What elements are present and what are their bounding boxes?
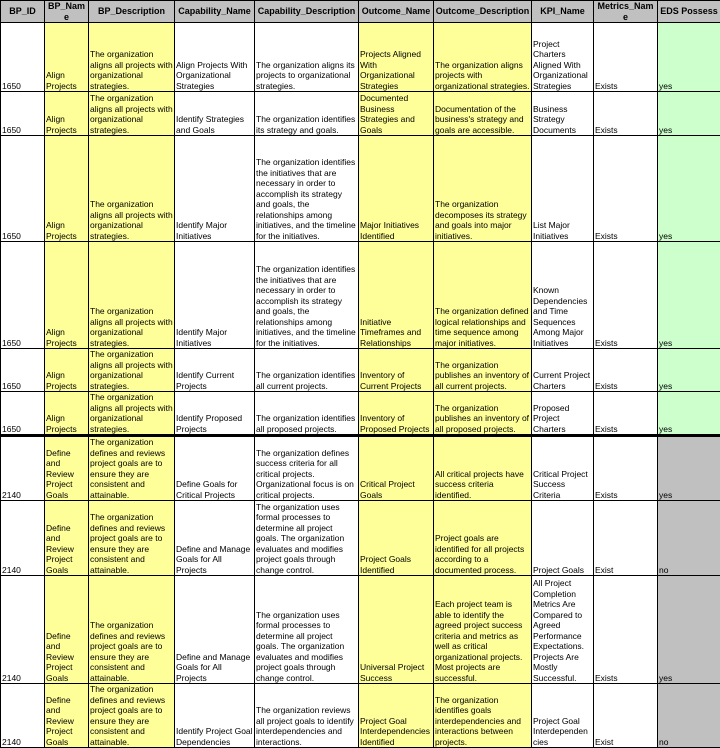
cell-kpi-name[interactable]: List Major Initiatives (532, 136, 594, 242)
cell-bp-id[interactable]: 2140 (1, 436, 45, 501)
header-kpi-name[interactable]: KPI_Name (532, 1, 594, 23)
cell-kpi-name[interactable]: Current Project Charters (532, 349, 594, 392)
cell-capability-name[interactable]: Identify Major Initiatives (175, 242, 255, 349)
table-row (1, 242, 720, 349)
table-row (1, 501, 720, 576)
cell-eds-possess[interactable]: yes (658, 242, 720, 349)
cell-eds-possess[interactable]: yes (658, 436, 720, 501)
cell-kpi-name[interactable]: Business Strategy Documents (532, 92, 594, 136)
cell-eds-possess[interactable]: yes (658, 392, 720, 436)
cell-capability-description[interactable]: The organization reviews all project goals to identify interdependencies and interactions. (255, 684, 359, 748)
table-row (1, 349, 720, 392)
cell-eds-possess[interactable]: yes (658, 136, 720, 242)
cell-bp-name[interactable]: Align Projects (45, 242, 89, 349)
header-outcome-name[interactable]: Outcome_Name (359, 1, 434, 23)
cell-capability-name[interactable]: Align Projects With Organizational Strategies (175, 23, 255, 92)
header-bp-id[interactable]: BP_ID (1, 1, 45, 23)
cell-capability-description[interactable]: The organization identifies its strategy and goals. (255, 92, 359, 136)
cell-bp-name[interactable]: Define and Review Project Goals (45, 436, 89, 501)
cell-capability-name[interactable]: Define Goals for Critical Projects (175, 436, 255, 501)
cell-bp-description[interactable]: The organization defines and reviews project goals are to ensure they are consistent and attainable. (89, 501, 175, 576)
cell-bp-id[interactable]: 1650 (1, 23, 45, 92)
cell-capability-name[interactable]: Identify Current Projects (175, 349, 255, 392)
header-row (1, 1, 720, 23)
cell-metrics-name[interactable]: Exist (594, 501, 658, 576)
cell-bp-name[interactable]: Align Projects (45, 349, 89, 392)
cell-outcome-description[interactable]: The organization publishes an inventory of all current projects. (434, 349, 532, 392)
table-row (1, 23, 720, 92)
cell-metrics-name[interactable]: Exists (594, 136, 658, 242)
cell-kpi-name[interactable]: Proposed Project Charters (532, 392, 594, 436)
cell-bp-description[interactable]: The organization aligns all projects with organizational strategies. (89, 92, 175, 136)
cell-capability-description[interactable]: The organization identifies the initiatives that are necessary in order to accomplish its strategy and goals, the relationships among initiatives, and the timeline for the initiatives. (255, 242, 359, 349)
cell-bp-name[interactable]: Align Projects (45, 136, 89, 242)
cell-kpi-name[interactable]: Known Dependencies and Time Sequences Among Major Initiatives (532, 242, 594, 349)
cell-metrics-name[interactable]: Exists (594, 349, 658, 392)
cell-capability-description[interactable]: The organization defines success criteria for all critical projects. Organizational focus is on critical projects. (255, 436, 359, 501)
cell-capability-name[interactable]: Identify Proposed Projects (175, 392, 255, 436)
cell-bp-name[interactable]: Define and Review Project Goals (45, 684, 89, 748)
cell-metrics-name[interactable]: Exists (594, 23, 658, 92)
cell-bp-id[interactable]: 1650 (1, 392, 45, 436)
cell-capability-description[interactable]: The organization identifies the initiatives that are necessary in order to accomplish its strategy and goals, the relationships among initiatives, and the timeline for the initiatives. (255, 136, 359, 242)
header-outcome-description[interactable]: Outcome_Description (434, 1, 532, 23)
cell-eds-possess[interactable]: yes (658, 576, 720, 684)
cell-outcome-name[interactable]: Universal Project Success (359, 576, 434, 684)
cell-outcome-description[interactable]: The organization defined logical relationships and time sequence among major initiatives. (434, 242, 532, 349)
table-row (1, 92, 720, 136)
cell-metrics-name[interactable]: Exists (594, 242, 658, 349)
cell-outcome-description[interactable]: The organization decomposes its strategy and goals into major initiatives. (434, 136, 532, 242)
header-metrics-name[interactable]: Metrics_Name (594, 1, 658, 23)
cell-capability-description[interactable]: The organization identifies all proposed projects. (255, 392, 359, 436)
cell-bp-id[interactable]: 1650 (1, 92, 45, 136)
cell-bp-description[interactable]: The organization defines and reviews project goals are to ensure they are consistent and attainable. (89, 436, 175, 501)
table-row (1, 136, 720, 242)
cell-outcome-description[interactable]: Each project team is able to identify the agreed project success criteria and metrics as well as critical organizational projects. Most projects are successful. (434, 576, 532, 684)
cell-bp-name[interactable]: Define and Review Project Goals (45, 501, 89, 576)
table-row (1, 436, 720, 501)
cell-capability-name[interactable]: Identify Project Goal Dependencies (175, 684, 255, 748)
table-row (1, 576, 720, 684)
cell-capability-name[interactable]: Define and Manage Goals for All Projects (175, 576, 255, 684)
cell-bp-name[interactable]: Align Projects (45, 23, 89, 92)
cell-kpi-name[interactable]: Project Goals (532, 501, 594, 576)
cell-outcome-name[interactable]: Projects Aligned With Organizational Strategies (359, 23, 434, 92)
cell-outcome-description[interactable]: All critical projects have success criteria identified. (434, 436, 532, 501)
cell-metrics-name[interactable]: Exist (594, 684, 658, 748)
cell-bp-id[interactable]: 2140 (1, 576, 45, 684)
cell-bp-id[interactable]: 1650 (1, 136, 45, 242)
cell-metrics-name[interactable]: Exists (594, 92, 658, 136)
cell-bp-description[interactable]: The organization defines and reviews project goals are to ensure they are consistent and attainable. (89, 576, 175, 684)
cell-bp-id[interactable]: 2140 (1, 684, 45, 748)
cell-outcome-name[interactable]: Documented Business Strategies and Goals (359, 92, 434, 136)
cell-outcome-description[interactable]: Project goals are identified for all projects according to a documented process. (434, 501, 532, 576)
cell-kpi-name[interactable]: Project Goal Interdependencies (532, 684, 594, 748)
cell-capability-description[interactable]: The organization uses formal processes to determine all project goals. The organization evaluates and modifies project goals through change control. (255, 501, 359, 576)
cell-bp-name[interactable]: Define and Review Project Goals (45, 576, 89, 684)
cell-eds-possess[interactable]: yes (658, 349, 720, 392)
cell-outcome-name[interactable]: Initiative Timeframes and Relationships (359, 242, 434, 349)
cell-capability-description[interactable]: The organization aligns its projects to organizational strategies. (255, 23, 359, 92)
cell-capability-description[interactable]: The organization identifies all current projects. (255, 349, 359, 392)
cell-outcome-description[interactable]: The organization aligns projects with organizational strategies. (434, 23, 532, 92)
cell-outcome-name[interactable]: Critical Project Goals (359, 436, 434, 501)
cell-outcome-name[interactable]: Inventory of Current Projects (359, 349, 434, 392)
header-capability-name[interactable]: Capability_Name (175, 1, 255, 23)
cell-bp-id[interactable]: 1650 (1, 349, 45, 392)
cell-kpi-name[interactable]: All Project Completion Metrics Are Compared to Agreed Performance Expectations. Projects Are Mostly Successful. (532, 576, 594, 684)
header-capability-description[interactable]: Capability_Description (255, 1, 359, 23)
cell-outcome-name[interactable]: Major Initiatives Identified (359, 136, 434, 242)
cell-bp-id[interactable]: 1650 (1, 242, 45, 349)
cell-outcome-description[interactable]: The organization publishes an inventory of all proposed projects. (434, 392, 532, 436)
table-row (1, 684, 720, 748)
cell-bp-id[interactable]: 2140 (1, 501, 45, 576)
table-row (1, 392, 720, 436)
cell-eds-possess[interactable]: no (658, 501, 720, 576)
cell-bp-description[interactable]: The organization aligns all projects with organizational strategies. (89, 136, 175, 242)
cell-metrics-name[interactable]: Exists (594, 392, 658, 436)
cell-bp-description[interactable]: The organization aligns all projects with organizational strategies. (89, 242, 175, 349)
cell-outcome-description[interactable]: Documentation of the business's strategy and goals are accessible. (434, 92, 532, 136)
cell-kpi-name[interactable]: Critical Project Success Criteria (532, 436, 594, 501)
header-eds-possess[interactable]: EDS Possess (658, 1, 720, 23)
cell-capability-name[interactable]: Identify Strategies and Goals (175, 92, 255, 136)
cell-outcome-name[interactable]: Inventory of Proposed Projects (359, 392, 434, 436)
cell-capability-name[interactable]: Identify Major Initiatives (175, 136, 255, 242)
cell-bp-description[interactable]: The organization aligns all projects with organizational strategies. (89, 349, 175, 392)
cell-eds-possess[interactable]: yes (658, 92, 720, 136)
cell-bp-description[interactable]: The organization aligns all projects with organizational strategies. (89, 392, 175, 436)
cell-metrics-name[interactable]: Exists (594, 436, 658, 501)
cell-capability-description[interactable]: The organization uses formal processes to determine all project goals. The organization evaluates and modifies project goals through change control. (255, 576, 359, 684)
cell-capability-name[interactable]: Define and Manage Goals for All Projects (175, 501, 255, 576)
cell-eds-possess[interactable]: yes (658, 23, 720, 92)
cell-bp-name[interactable]: Align Projects (45, 92, 89, 136)
header-bp-description[interactable]: BP_Description (89, 1, 175, 23)
cell-bp-description[interactable]: The organization aligns all projects with organizational strategies. (89, 23, 175, 92)
cell-bp-name[interactable]: Align Projects (45, 392, 89, 436)
cell-outcome-description[interactable]: The organization identifies goals interdependencies and interactions between projects. (434, 684, 532, 748)
cell-eds-possess[interactable]: no (658, 684, 720, 748)
cell-bp-description[interactable]: The organization defines and reviews project goals are to ensure they are consistent and attainable. (89, 684, 175, 748)
cell-outcome-name[interactable]: Project Goals Identified (359, 501, 434, 576)
cell-metrics-name[interactable]: Exists (594, 576, 658, 684)
cell-outcome-name[interactable]: Project Goal Interdependencies Identified (359, 684, 434, 748)
header-bp-name[interactable]: BP_Name (45, 1, 89, 23)
cell-kpi-name[interactable]: Project Charters Aligned With Organizational Strategies (532, 23, 594, 92)
